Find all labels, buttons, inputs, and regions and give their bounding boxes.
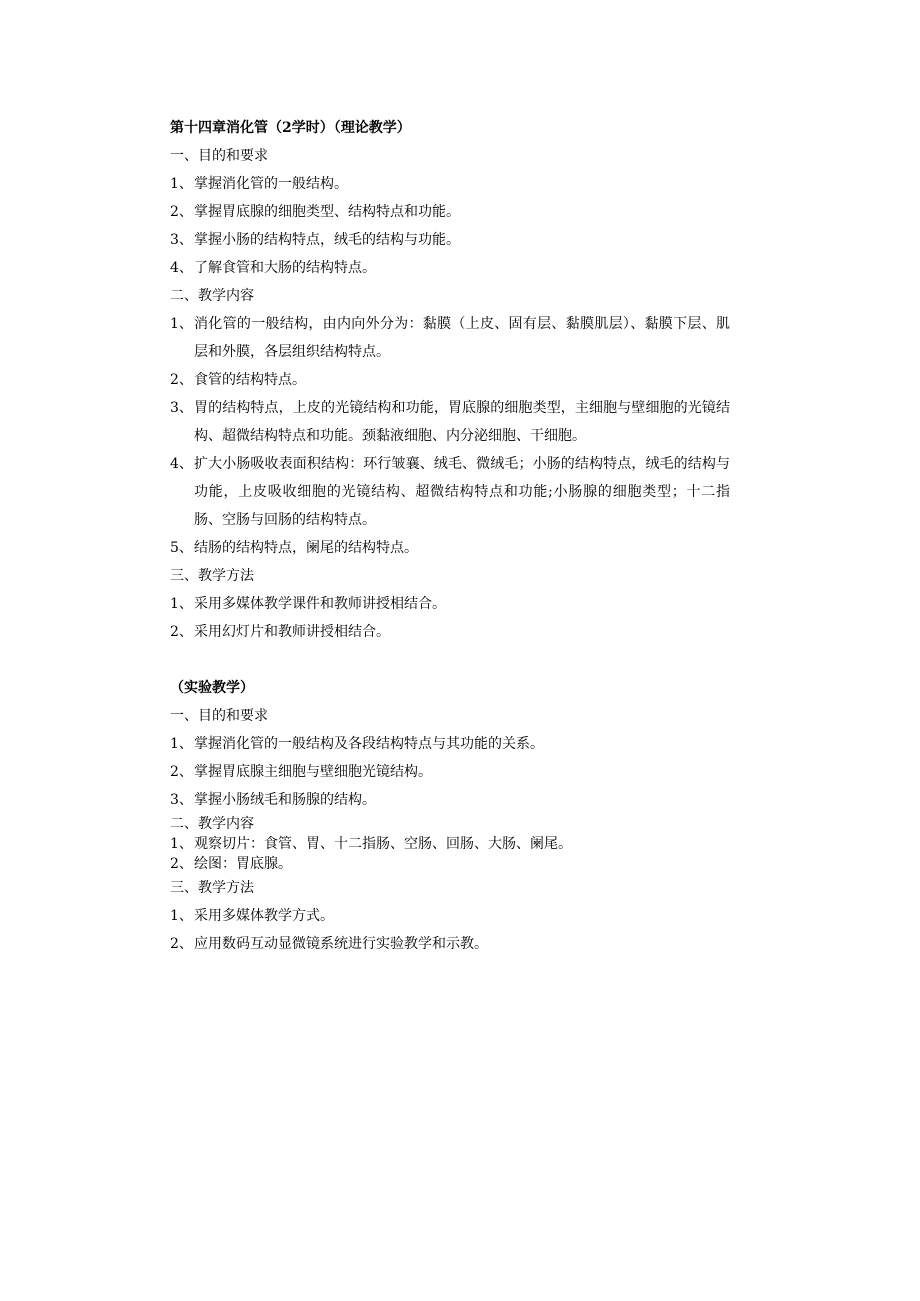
theory-content-list [170, 310, 730, 562]
item-number: 3、 [170, 400, 193, 416]
item-text: 掌握胃底腺的细胞类型、结构特点和功能。 [194, 204, 460, 220]
list-item [170, 366, 730, 394]
item-number: 5、 [170, 540, 193, 556]
lab-content-list [170, 834, 730, 874]
section-spacer [170, 646, 730, 674]
list-item [170, 786, 730, 814]
list-item [170, 226, 730, 254]
item-number: 2、 [170, 936, 193, 952]
item-text: 采用多媒体教学课件和教师讲授相结合。 [194, 596, 446, 612]
item-number: 4、 [170, 260, 193, 276]
item-number: 1、 [170, 908, 193, 924]
item-text: 采用多媒体教学方式。 [194, 908, 334, 924]
list-item [170, 854, 730, 874]
list-item [170, 254, 730, 282]
item-number: 2、 [170, 372, 193, 388]
item-text: 掌握胃底腺主细胞与壁细胞光镜结构。 [194, 764, 432, 780]
item-text: 食管的结构特点。 [194, 372, 306, 388]
item-text: 应用数码互动显微镜系统进行实验教学和示教。 [194, 936, 488, 952]
theory-content-heading: 二、教学内容 [170, 288, 254, 304]
lab-methods-list [170, 902, 730, 958]
item-text: 结肠的结构特点，阑尾的结构特点。 [194, 540, 418, 556]
lab-objectives-list [170, 730, 730, 814]
item-text: 扩大小肠吸收表面积结构：环行皱襄、绒毛、微绒毛；小肠的结构特点，绒毛的结构与功能，上皮吸收细胞的光镜结构、超微结构特点和功能;小肠腺的细胞类型；十二指肠、空肠与回肠的结构特点。 [194, 456, 730, 528]
item-text: 掌握消化管的一般结构及各段结构特点与其功能的关系。 [194, 736, 544, 752]
list-item [170, 758, 730, 786]
list-item [170, 394, 730, 450]
list-item [170, 618, 730, 646]
item-text: 消化管的一般结构，由内向外分为：黏膜（上皮、固有层、黏膜肌层）、黏膜下层、肌层和外膜，各层组织结构特点。 [194, 316, 730, 360]
item-number: 1、 [170, 836, 193, 852]
list-item [170, 730, 730, 758]
list-item [170, 198, 730, 226]
item-number: 1、 [170, 176, 193, 192]
theory-objectives-heading: 一、目的和要求 [170, 148, 268, 164]
item-number: 2、 [170, 856, 193, 872]
item-number: 2、 [170, 204, 193, 220]
list-item [170, 170, 730, 198]
theory-methods-heading: 三、教学方法 [170, 568, 254, 584]
lab-methods-heading: 三、教学方法 [170, 880, 254, 896]
item-text: 掌握小肠的结构特点，绒毛的结构与功能。 [194, 232, 460, 248]
list-item [170, 834, 730, 854]
item-text: 采用幻灯片和教师讲授相结合。 [194, 624, 390, 640]
lab-objectives-heading: 一、目的和要求 [170, 708, 268, 724]
list-item [170, 534, 730, 562]
lab-title: （实验教学） [170, 680, 254, 696]
item-number: 3、 [170, 232, 193, 248]
list-item [170, 590, 730, 618]
list-item [170, 902, 730, 930]
document-page [170, 114, 730, 958]
item-number: 1、 [170, 596, 193, 612]
item-text: 掌握小肠绒毛和肠腺的结构。 [194, 792, 376, 808]
item-number: 4、 [170, 456, 193, 472]
theory-objectives-list [170, 170, 730, 282]
theory-title: 第十四章消化管（2学时）（理论教学） [170, 120, 411, 136]
item-number: 2、 [170, 764, 193, 780]
list-item [170, 930, 730, 958]
item-number: 2、 [170, 624, 193, 640]
item-number: 3、 [170, 792, 193, 808]
item-text: 绘图：胃底腺。 [194, 856, 292, 872]
lab-content-heading: 二、教学内容 [170, 816, 254, 832]
list-item [170, 310, 730, 366]
list-item [170, 450, 730, 534]
item-number: 1、 [170, 316, 193, 332]
item-text: 了解食管和大肠的结构特点。 [194, 260, 376, 276]
item-text: 掌握消化管的一般结构。 [194, 176, 348, 192]
item-text: 观察切片：食管、胃、十二指肠、空肠、回肠、大肠、阑尾。 [194, 836, 572, 852]
item-number: 1、 [170, 736, 193, 752]
item-text: 胃的结构特点，上皮的光镜结构和功能，胃底腺的细胞类型，主细胞与壁细胞的光镜结构、超微结构特点和功能。颈黏液细胞、内分泌细胞、干细胞。 [194, 400, 730, 444]
theory-methods-list [170, 590, 730, 646]
